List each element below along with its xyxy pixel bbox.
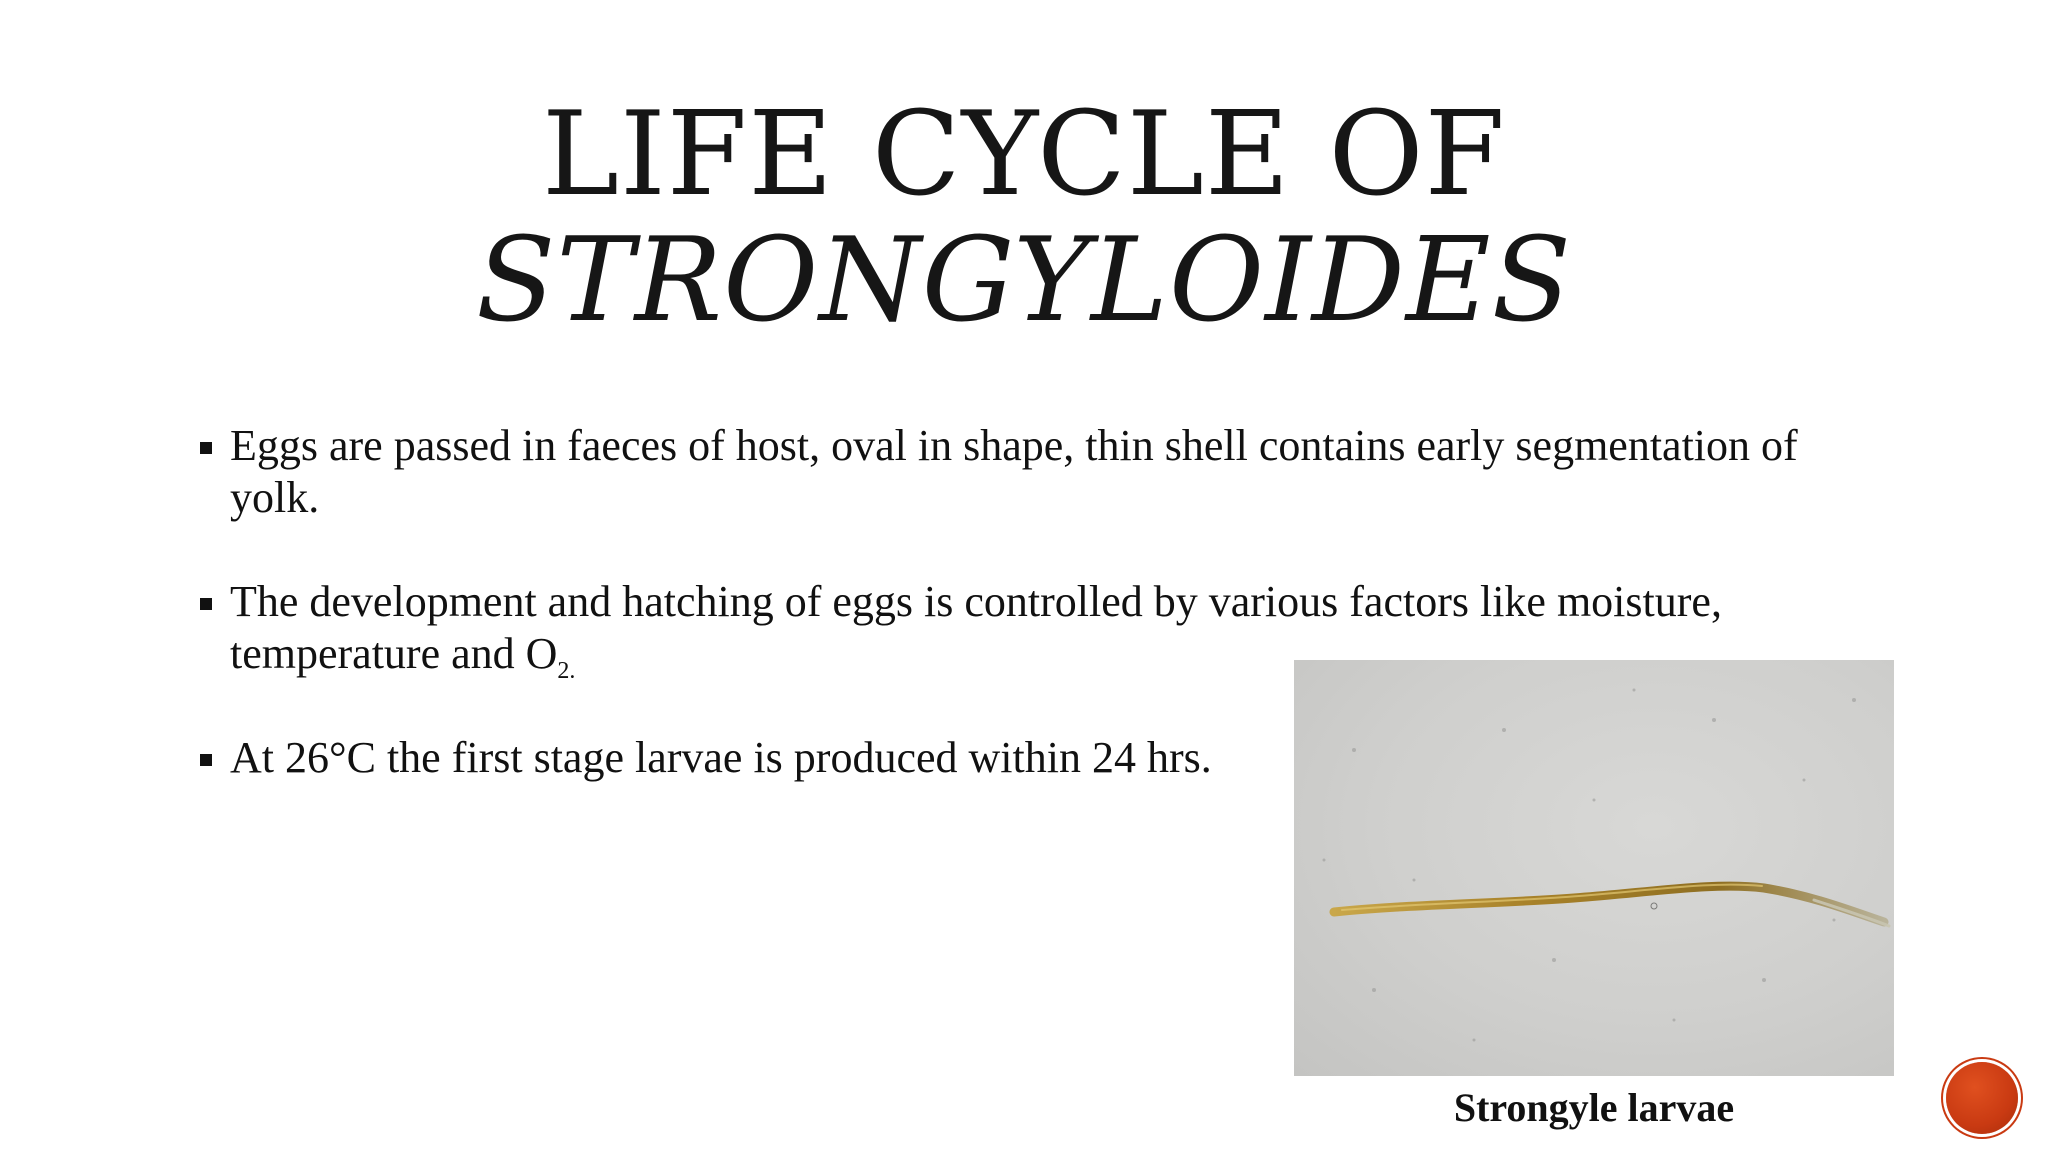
square-bullet-icon: [200, 442, 212, 454]
bullet-text: At 26°C the first stage larvae is produced within 24 hrs.: [230, 733, 1212, 782]
square-bullet-icon: [200, 754, 212, 766]
larva-illustration: [1294, 660, 1894, 1076]
specks: [1323, 689, 1857, 1042]
larva-photo: [1294, 660, 1894, 1076]
bullet-text: Eggs are passed in faeces of host, oval in shape, thin shell contains early segmentation of yolk.: [230, 421, 1798, 522]
square-bullet-icon: [200, 598, 212, 610]
slide-title: [0, 87, 2048, 348]
nav-circle-icon[interactable]: [1946, 1062, 2018, 1134]
larva-tail: [1814, 900, 1889, 926]
bullet-item-eggs: [200, 420, 1880, 524]
figure-caption: Strongyle larvae: [1453, 1085, 1735, 1130]
title-line-1: LIFE CYCLE OF: [541, 87, 1507, 222]
bullet-text: The development and hatching of eggs is controlled by various factors like moisture, temperature and O: [230, 577, 1722, 678]
oxygen-subscript: 2.: [557, 657, 576, 684]
title-line-2: STRONGYLOIDES: [475, 213, 1573, 348]
